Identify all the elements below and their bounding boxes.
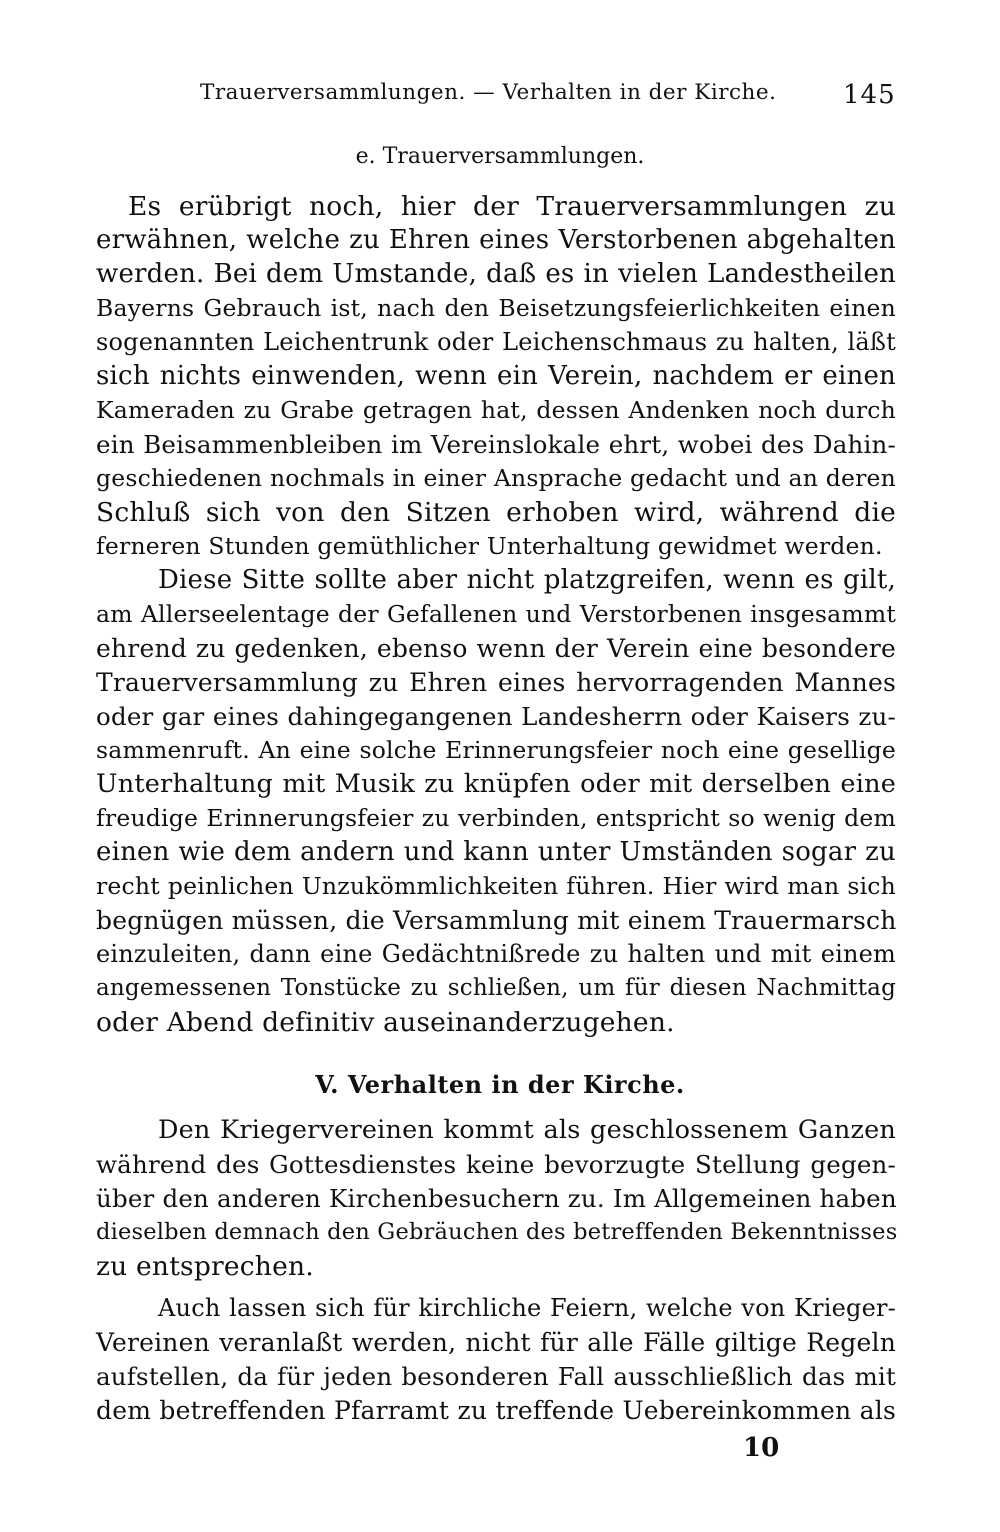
text-line: dieselben demnach den Gebräuchen des betreffenden Bekenntnisses (96, 1219, 898, 1245)
text-line: zu entsprechen. (96, 1251, 314, 1282)
subsection-heading: e. Trauerversammlungen. (355, 144, 645, 169)
text-line: oder gar eines dahingegangenen Landesherrn oder Kaisers zu- (96, 702, 896, 731)
running-head: Trauerversammlungen. — Verhalten in der Kirche. (200, 80, 777, 105)
text-line: ferneren Stunden gemüthlicher Unterhaltung gewidmet werden. (96, 532, 883, 560)
text-line: über den anderen Kirchenbesuchern zu. Im Allgemeinen haben (96, 1184, 897, 1213)
text-line: sammenruft. An eine solche Erinnerungsfeier noch eine gesellige (96, 736, 896, 764)
text-line: Diese Sitte sollte aber nicht platzgreifen, wenn es gilt, (158, 565, 896, 595)
text-line: sich nichts einwenden, wenn ein Verein, nachdem er einen (96, 361, 896, 391)
text-line: Schluß sich von den Sitzen erhoben wird, während die (96, 497, 896, 528)
text-line: recht peinlichen Unzukömmlichkeiten führen. Hier wird man sich (96, 872, 896, 900)
text-line: Trauerversammlung zu Ehren eines hervorragenden Mannes (96, 668, 896, 697)
text-line: erwähnen, welche zu Ehren eines Verstorbenen abgehalten (96, 225, 896, 255)
text-line: oder Abend definitiv auseinanderzugehen. (96, 1007, 675, 1038)
text-line: begnügen müssen, die Versammlung mit einem Trauermarsch (96, 906, 897, 935)
text-line: Den Kriegervereinen kommt als geschlossenem Ganzen (158, 1115, 896, 1145)
text-line: Kameraden zu Grabe getragen hat, dessen Andenken noch durch (96, 396, 896, 424)
text-line: sogenannten Leichentrunk oder Leichenschmaus zu halten, läßt (96, 328, 896, 356)
text-line: einzuleiten, dann eine Gedächtnißrede zu halten und mit einem (96, 940, 896, 968)
text-line: freudige Erinnerungsfeier zu verbinden, entspricht so wenig dem (96, 804, 896, 832)
text-line: Vereinen veranlaßt werden, nicht für alle Fälle giltige Regeln (96, 1328, 896, 1357)
text-line: während des Gottesdienstes keine bevorzugte Stellung gegen- (96, 1150, 896, 1179)
section-heading: V. Verhalten in der Kirche. (315, 1070, 685, 1099)
text-line: am Allerseelentage der Gefallenen und Verstorbenen insgesammt (96, 600, 896, 628)
text-line: werden. Bei dem Umstande, daß es in vielen Landestheilen (96, 259, 896, 289)
text-line: Auch lassen sich für kirchliche Feiern, welche von Krieger- (158, 1294, 896, 1322)
text-line: geschiedenen nochmals in einer Ansprache gedacht und an deren (96, 464, 896, 492)
text-line: ehrend zu gedenken, ebenso wenn der Verein eine besondere (96, 634, 896, 663)
text-line: einen wie dem andern und kann unter Umständen sogar zu (96, 837, 896, 867)
text-line: dem betreffenden Pfarramt zu treffende Uebereinkommen als (96, 1396, 896, 1425)
text-line: Bayerns Gebrauch ist, nach den Beisetzungsfeierlichkeiten einen (96, 294, 896, 322)
signature-mark: 10 (743, 1433, 780, 1463)
text-line: ein Beisammenbleiben im Vereinslokale ehrt, wobei des Dahin- (96, 430, 896, 459)
text-line: angemessenen Tonstücke zu schließen, um für diesen Nachmittag (96, 975, 896, 1001)
text-line: Es erübrigt noch, hier der Trauerversammlungen zu (128, 191, 896, 222)
text-line: aufstellen, da für jeden besonderen Fall ausschließlich das mit (96, 1362, 896, 1391)
page-number: 145 (843, 80, 896, 110)
text-line: Unterhaltung mit Musik zu knüpfen oder mit derselben eine (96, 769, 896, 799)
